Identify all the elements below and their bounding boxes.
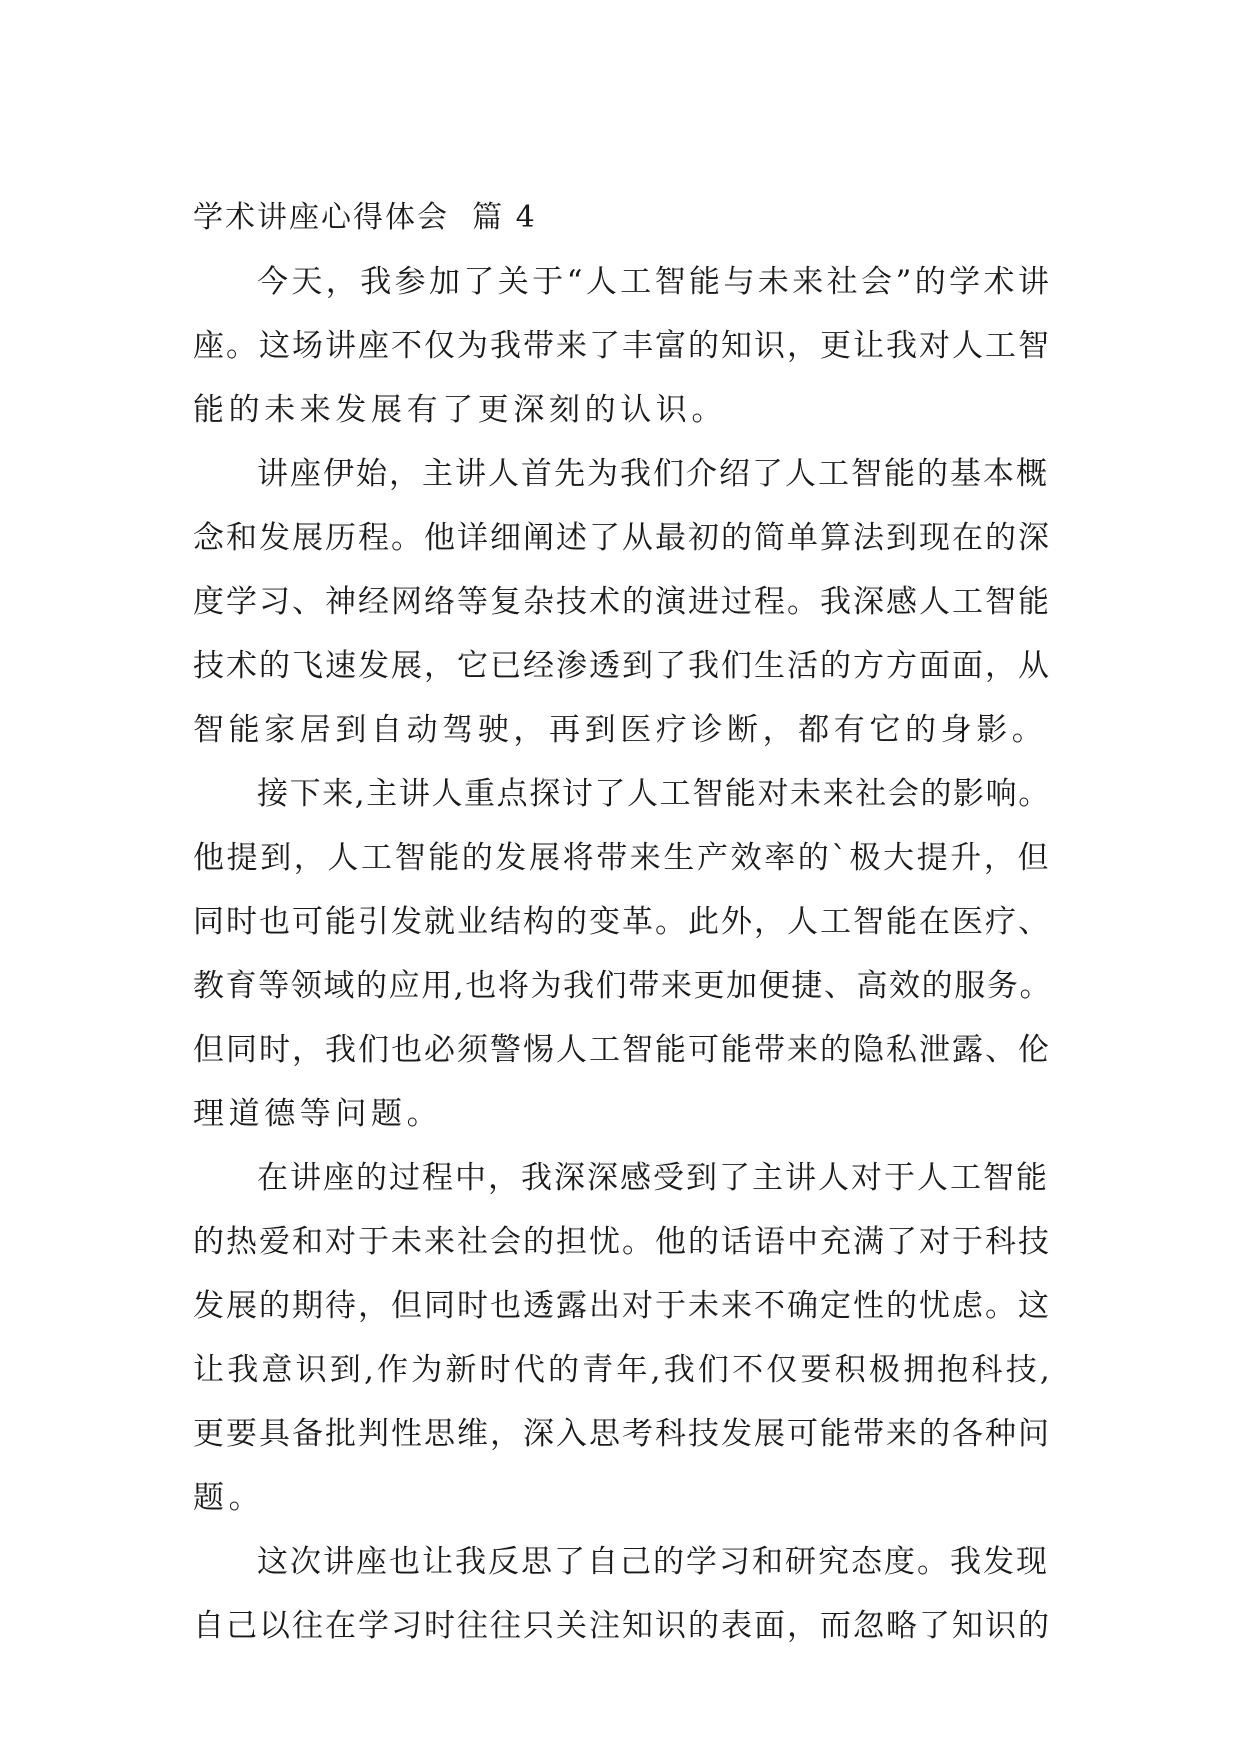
paragraph-3 [193,762,1053,1146]
paragraph-1 [193,250,1053,442]
text-line: 题。 [193,1480,265,1516]
text-line: 能的未来发展有了更深刻的认识。 [193,392,727,428]
text-line: 讲座伊始，主讲人首先为我们介绍了人工智能的基本概 [257,456,1049,492]
document-title: 学术讲座心得体会 篇 4 [193,200,537,235]
paragraph-2 [193,442,1053,762]
text-line: 更要具备批判性思维，深入思考科技发展可能带来的各种问 [193,1416,1051,1452]
text-line: 在讲座的过程中，我深深感受到了主讲人对于人工智能 [257,1160,1049,1196]
text-line: 发展的期待，但同时也透露出对于未来不确定性的忧虑。这 [193,1288,1051,1324]
text-line: 度学习、神经网络等复杂技术的演进过程。我深感人工智能 [193,584,1051,620]
text-line: 今天，我参加了关于“人工智能与未来社会”的学术讲 [257,264,1053,300]
text-line: 让我意识到,作为新时代的青年,我们不仅要积极拥抱科技, [193,1352,1053,1388]
text-line: 自己以往在学习时往往只关注知识的表面，而忽略了知识的 [193,1608,1051,1644]
text-line: 同时也可能引发就业结构的变革。此外，人工智能在医疗、 [193,904,1051,940]
text-line: 技术的飞速发展，它已经渗透到了我们生活的方方面面，从 [193,648,1051,684]
text-line: 座。这场讲座不仅为我带来了丰富的知识，更让我对人工智 [193,328,1051,364]
text-line: 智能家居到自动驾驶，再到医疗诊断，都有它的身影。 [193,712,1048,748]
text-line: 教育等领域的应用,也将为我们带来更加便捷、高效的服务。 [193,968,1053,1004]
text-line: 的热爱和对于未来社会的担忧。他的话语中充满了对于科技 [193,1224,1051,1260]
text-line: 接下来,主讲人重点探讨了人工智能对未来社会的影响。 [257,776,1051,812]
text-line: 念和发展历程。他详细阐述了从最初的简单算法到现在的深 [193,520,1051,556]
document-page [193,186,1053,1658]
paragraph-5 [193,1530,1053,1658]
text-line: 他提到，人工智能的发展将带来生产效率的`极大提升，但 [193,840,1052,876]
text-line: 但同时，我们也必须警惕人工智能可能带来的隐私泄露、伦 [193,1032,1051,1068]
paragraph-4 [193,1146,1053,1530]
text-line: 这次讲座也让我反思了自己的学习和研究态度。我发现 [257,1544,1049,1580]
text-line: 理道德等问题。 [193,1096,443,1132]
